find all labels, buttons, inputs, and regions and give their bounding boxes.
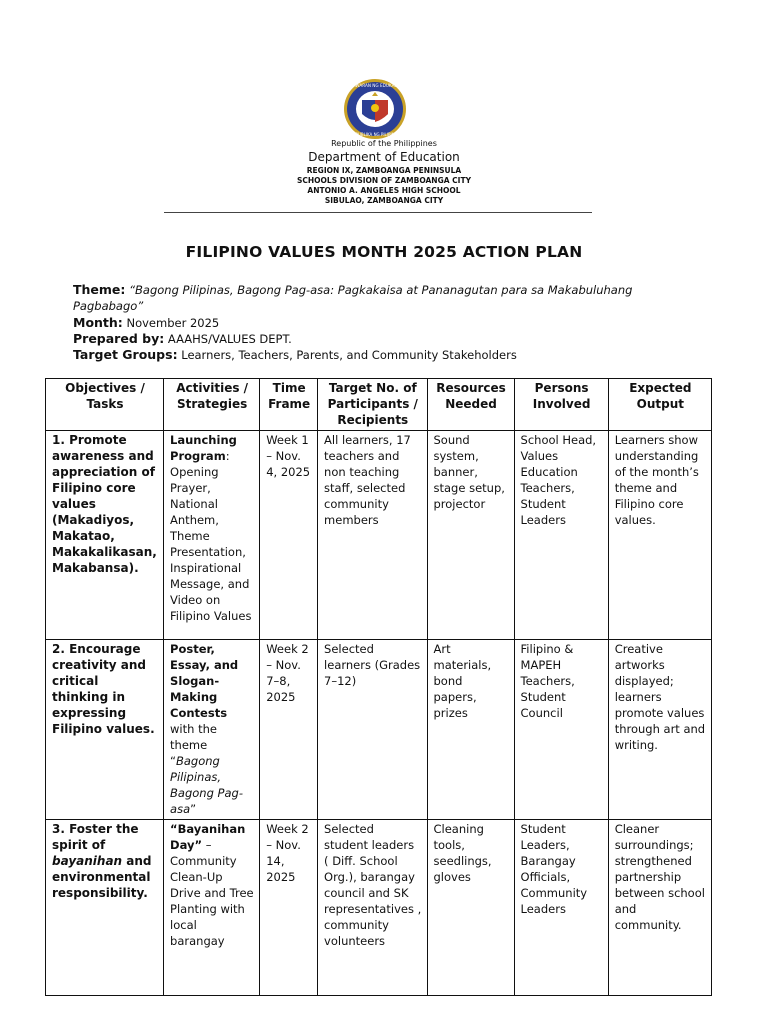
output-cell: Learners show understanding of the month’s theme and Filipino core values. (608, 431, 711, 640)
resources-cell: Art materials, bond papers, prizes (427, 640, 514, 820)
table-row (46, 640, 712, 820)
prepared-value: AAAHS/VALUES DEPT. (167, 332, 292, 346)
objective-text-end: and environmental responsibility. (52, 854, 152, 900)
header-resources: Resources Needed (427, 379, 514, 431)
seal-ring-text-top: KAGAWARAN NG EDUKASYON (344, 83, 406, 88)
table-row (46, 431, 712, 640)
activity-detail: : Opening Prayer, National Anthem, Theme Presentation, Inspirational Message, and Video on Filipino Values (170, 449, 252, 623)
header-participants: Target No. of Participants / Recipients (318, 379, 427, 431)
target-groups-value: Learners, Teachers, Parents, and Community Stakeholders (181, 348, 517, 362)
deped-seal-logo (320, 78, 430, 140)
school-line: ANTONIO A. ANGELES HIGH SCHOOL (307, 186, 461, 195)
theme-value: “Bagong Pilipinas, Bagong Pag-asa: Pagkakaisa at Pananagutan para sa Makabuluhang Pagbabago” (73, 283, 633, 313)
month-label: Month: (73, 315, 123, 330)
header-output: Expected Output (608, 379, 711, 431)
activity-cell (164, 640, 260, 820)
resources-cell: Cleaning tools, seedlings, gloves (427, 820, 514, 996)
output-cell: Creative artworks displayed; learners promote values through art and writing. (608, 640, 711, 820)
participants-cell: Selected learners (Grades 7–12) (318, 640, 427, 820)
persons-cell: School Head, Values Education Teachers, Student Leaders (514, 431, 608, 640)
header-persons: Persons Involved (514, 379, 608, 431)
republic-text: Republic of the Philippines (331, 139, 437, 148)
objective-cell (46, 820, 164, 996)
seal-ring-text-bottom: REPUBLIKA NG PILIPINAS (350, 132, 400, 137)
action-plan-table (45, 378, 712, 996)
activity-title: Launching Program (170, 433, 237, 463)
header-time-frame: Time Frame (260, 379, 318, 431)
time-frame-cell: Week 2 – Nov. 7–8, 2025 (260, 640, 318, 820)
objective-cell: 1. Promote awareness and appreciation of Filipino core values (Makadiyos, Makatao, Makakalikasan, Makabansa). (46, 431, 164, 640)
activity-detail: – Community Clean-Up Drive and Tree Planting with local barangay (170, 838, 254, 948)
persons-cell: Student Leaders, Barangay Officials, Community Leaders (514, 820, 608, 996)
output-cell: Cleaner surroundings; strengthened partnership between school and community. (608, 820, 711, 996)
table-row (46, 820, 712, 996)
objective-italic: bayanihan (52, 854, 123, 868)
prepared-label: Prepared by: (73, 331, 165, 346)
activity-theme: Bagong Pilipinas, Bagong Pag-asa (170, 754, 243, 816)
activity-detail: with the theme “ (170, 722, 217, 768)
month-value: November 2025 (126, 316, 220, 330)
persons-cell: Filipino & MAPEH Teachers, Student Council (514, 640, 608, 820)
page-title: FILIPINO VALUES MONTH 2025 ACTION PLAN (185, 243, 583, 261)
resources-cell: Sound system, banner, stage setup, projector (427, 431, 514, 640)
theme-line (73, 282, 693, 314)
activity-title: Poster, Essay, and Slogan-Making Contests (170, 642, 239, 720)
activity-cell (164, 820, 260, 996)
activity-title: “Bayanihan Day” (170, 822, 246, 852)
objective-cell: 2. Encourage creativity and critical thinking in expressing Filipino values. (46, 640, 164, 820)
division-line: SCHOOLS DIVISION OF ZAMBOANGA CITY (297, 176, 471, 185)
theme-label: Theme: (73, 282, 126, 297)
participants-cell: All learners, 17 teachers and non teaching staff, selected community members (318, 431, 427, 640)
header-objectives: Objectives / Tasks (46, 379, 164, 431)
header-divider (164, 212, 592, 213)
activity-quote-end: ” (190, 802, 197, 816)
activity-cell (164, 431, 260, 640)
time-frame-cell: Week 1 – Nov. 4, 2025 (260, 431, 318, 640)
objective-text-start: 3. Foster the spirit of (52, 822, 139, 852)
time-frame-cell: Week 2 – Nov. 14, 2025 (260, 820, 318, 996)
target-groups-label: Target Groups: (73, 347, 178, 362)
header-activities: Activities / Strategies (164, 379, 260, 431)
address-line: SIBULAO, ZAMBOANGA CITY (324, 196, 444, 205)
department-name: Department of Education (308, 150, 460, 164)
target-groups-line (73, 347, 693, 364)
table-header-row (46, 379, 712, 431)
month-line (73, 315, 693, 332)
region-line: REGION IX, ZAMBOANGA PENINSULA (306, 166, 462, 175)
participants-cell: Selected student leaders ( Diff. School Org.), barangay council and SK representatives , community volunteers (318, 820, 427, 996)
prepared-line (73, 331, 693, 348)
